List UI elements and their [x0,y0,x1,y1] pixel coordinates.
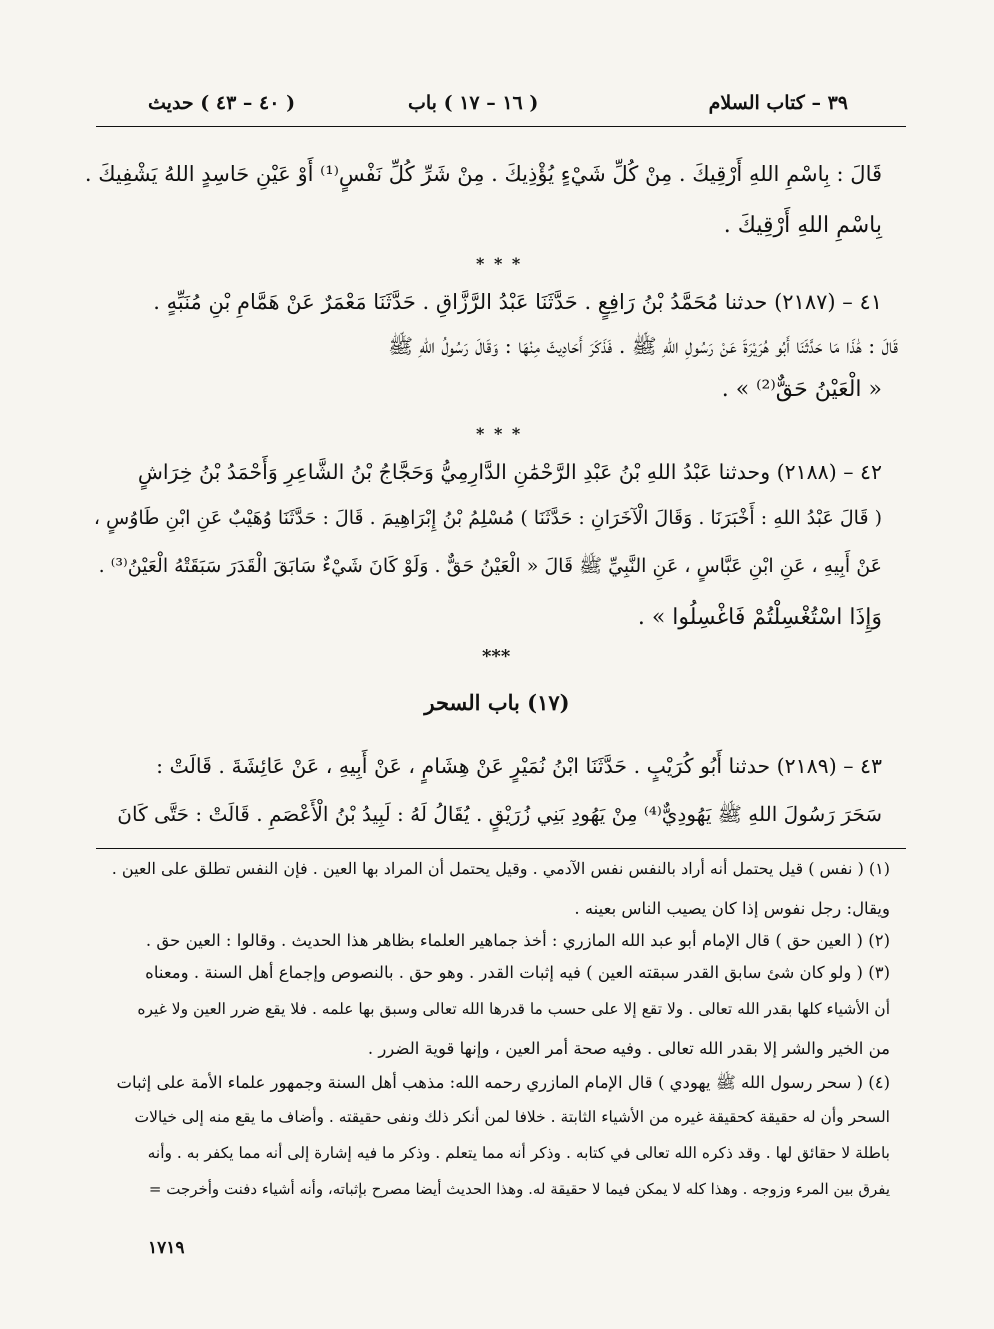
header-chapter-range: ( ١٦ – ١٧ ) باب [408,92,539,114]
header-rule [96,126,906,127]
footnote-line: (١) ( نفس ) قيل يحتمل أنه أراد بالنفس نفس الآدمي . وقيل يحتمل أن المراد بها العين . فإن النفس تطلق على العين . [111,859,890,878]
footnote-line: (٣) ( ولو كان شئ سابق القدر سبقته العين ) فيه إثبات القدر . وهو حق . بالنصوص وإجماع أهل السنة . ومعناه [145,963,890,982]
running-header [148,88,848,122]
footnote-line: السحر وأن له حقيقة كحقيقة غيره من الأشياء الثابتة . خلافا لمن أنكر ذلك ونفى حقيقته . وأضاف ما يقع منه إلى خيالات [134,1108,890,1126]
header-hadith-range: ( ٤٠ – ٤٣ ) حديث [148,92,296,114]
header-book-title: ٣٩ – كتاب السلام [708,92,848,114]
footnote-line: (٢) ( العين حق ) قال الإمام أبو عبد الله المازري : أخذ جماهير العلماء بظاهر هذا الحديث . وقالوا : العين حق . [145,931,890,950]
hadith-43-isnad: ٤٣ – (٢١٨٩) حدثنا أَبُو كُرَيْبٍ . حَدَّثَنَا ابْنُ نُمَيْرٍ عَنْ هِشَامٍ ، عَنْ أَبِيهِ ، عَنْ عَائِشَةَ . قَالَتْ : [156,754,882,778]
footnote-line: أن الأشياء كلها بقدر الله تعالى . ولا تقع إلا على حسب ما قدرها الله تعالى وسبق بها علمه . فلا يقع ضرر العين ولا غيره [137,1000,890,1018]
section-separator: * * * [476,424,523,443]
hadith-41-isnad: ٤١ – (٢١٨٧) حدثنا مُحَمَّدُ بْنُ رَافِعٍ . حَدَّثَنَا عَبْدُ الرَّزَّاقِ . حَدَّثَنَا مَعْمَرٌ عَنْ هَمَّامِ بْنِ مُنَبِّهٍ . [153,290,882,314]
body-line: قَالَ : بِاسْمِ اللهِ أَرْقِيكَ . مِنْ كُلِّ شَيْءٍ يُؤْذِيكَ . مِنْ شَرِّ كُلِّ نَفْسٍ⁽¹⁾ أَوْ عَيْنِ حَاسِدٍ اللهُ يَشْفِيكَ . [84,162,882,186]
footnote-line: باطلة لا حقائق لها . وقد ذكره الله تعالى في كتابه . وذكر أنه مما يتعلم . وذكر ما فيه إشارة إلى أنه مما يكفر به . وأنه [147,1144,890,1162]
body-line: بِاسْمِ اللهِ أَرْقِيكَ . [723,213,882,238]
section-separator: * * * [476,254,523,273]
body-line: سَحَرَ رَسُولَ اللهِ ﷺ يَهُودِيٌّ⁽⁴⁾ مِنْ يَهُودِ بَنِي زُرَيْقٍ . يُقَالُ لَهُ : لَبِيدُ بْنُ الْأَعْصَمِ . قَالَتْ : حَتَّى كَانَ [117,802,882,826]
hadith-42-isnad: ٤٢ – (٢١٨٨) وحدثنا عَبْدُ اللهِ بْنُ عَبْدِ الرَّحْمَٰنِ الدَّارِمِيُّ وَحَجَّاجُ بْنُ الشَّاعِرِ وَأَحْمَدُ بْنُ خِرَاشٍ [137,460,882,484]
body-line: ( قَالَ عَبْدُ اللهِ : أَخْبَرَنَا . وَقَالَ الْآخَرَانِ : حَدَّثَنَا ) مُسْلِمُ بْنُ إِبْرَاهِيمَ . قَالَ : حَدَّثَنَا وُهَيْبٌ عَنِ ابْنِ طَاوُسٍ ، [93,507,882,529]
body-line: قَالَ : هَٰذَا مَا حَدَّثَنَا أَبُو هُرَيْرَةَ عَنْ رَسُولِ اللهِ ﷺ . فَذَكَرَ أَحَادِيثَ مِنْهَا : وَقَالَ رَسُولُ اللهِ ﷺ [388,334,898,358]
body-line: وَإِذَا اسْتُغْسِلْتُمْ فَاغْسِلُوا » . [637,605,882,630]
footnote-rule [96,848,906,849]
footnote-line: ويقال: رجل نفوس إذا كان يصيب الناس بعينه . [574,899,890,918]
footnote-line: من الخير والشر إلا بقدر الله تعالى . وفيه صحة أمر العين ، وإنها قوية الضرر . [367,1039,890,1058]
section-ornament: *** [482,646,511,667]
body-line: عَنْ أَبِيهِ ، عَنِ ابْنِ عَبَّاسٍ ، عَنِ النَّبِيِّ ﷺ قَالَ « الْعَيْنُ حَقٌّ . وَلَوْ كَانَ شَيْءٌ سَابَقَ الْقَدَرَ سَبَقَتْهُ الْعَيْنُ⁽³⁾ . [98,555,882,577]
body-line: « الْعَيْنُ حَقٌّ⁽²⁾ » . [721,377,882,402]
footnote-line: (٤) ( سحر رسول الله ﷺ يهودي ) قال الإمام المازري رحمه الله: مذهب أهل السنة وجمهور علماء الأمة على إثبات [116,1073,890,1092]
page-number: ١٧١٩ [148,1238,185,1258]
chapter-title: (١٧) باب السحر [424,690,570,715]
footnote-line: يفرق بين المرء وزوجه . وهذا كله لا يمكن فيما لا حقيقة له. وهذا الحديث أيضا مصرح بإثباته، وأنه أشياء دفنت وأخرجت = [148,1180,890,1198]
